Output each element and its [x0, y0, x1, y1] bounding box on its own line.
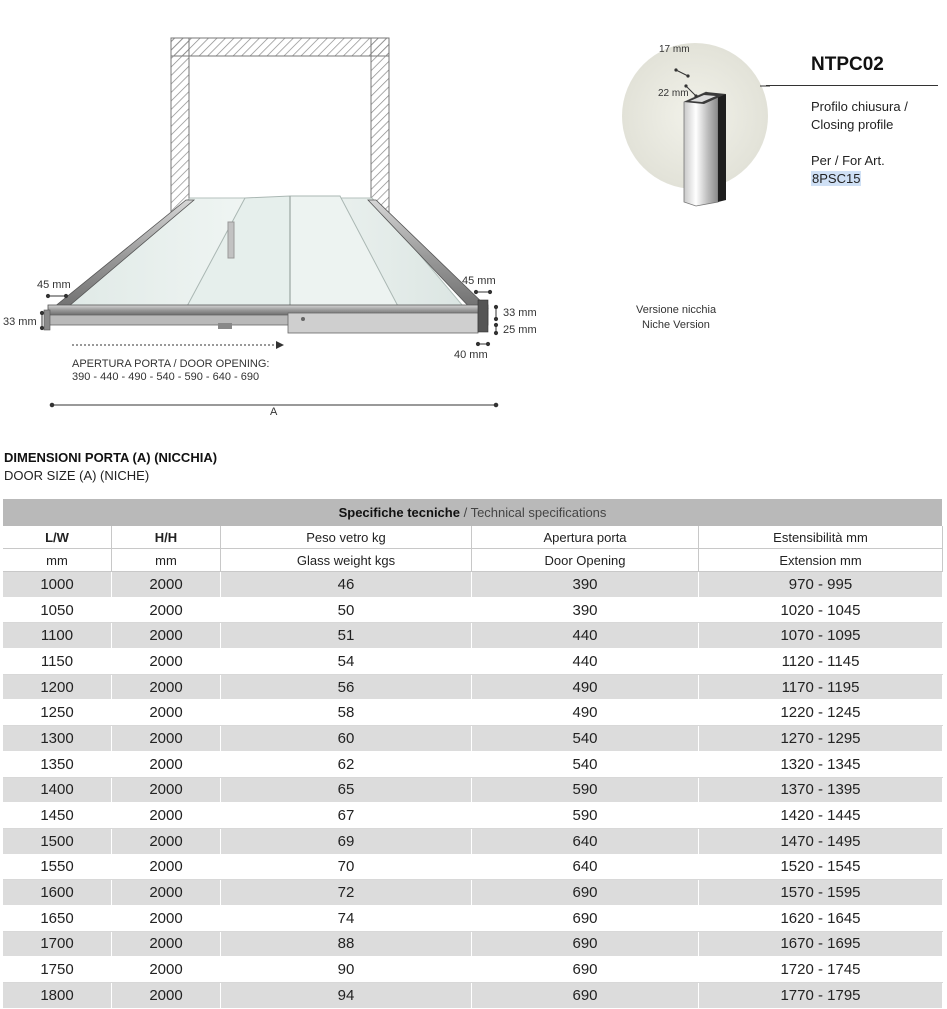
callout-line: [766, 85, 938, 86]
cell-extension: 1270 - 1295: [699, 726, 943, 752]
cell-door-opening: 390: [472, 572, 699, 598]
cell-door-opening: 440: [472, 649, 699, 675]
cell-extension: 1570 - 1595: [699, 880, 943, 906]
cell-width: 1050: [3, 597, 112, 623]
col-header-width: L/W: [3, 526, 112, 549]
cell-glass-weight: 60: [221, 726, 472, 752]
cell-width: 1750: [3, 957, 112, 983]
cell-door-opening: 540: [472, 726, 699, 752]
cell-glass-weight: 90: [221, 957, 472, 983]
col-subheader-width: mm: [3, 549, 112, 572]
spec-table-body: [3, 572, 943, 1009]
cell-door-opening: 640: [472, 854, 699, 880]
cell-width: 1450: [3, 803, 112, 829]
table-row: [3, 751, 943, 777]
cell-height: 2000: [112, 957, 221, 983]
cell-width: 1400: [3, 777, 112, 803]
door-opening-label: APERTURA PORTA / DOOR OPENING:: [72, 358, 270, 370]
cell-extension: 970 - 995: [699, 572, 943, 598]
table-row: [3, 880, 943, 906]
cell-height: 2000: [112, 674, 221, 700]
cell-glass-weight: 51: [221, 623, 472, 649]
cell-glass-weight: 65: [221, 777, 472, 803]
cell-glass-weight: 50: [221, 597, 472, 623]
cell-height: 2000: [112, 623, 221, 649]
cell-door-opening: 490: [472, 674, 699, 700]
product-desc-en: Closing profile: [811, 117, 894, 132]
cell-extension: 1070 - 1095: [699, 623, 943, 649]
cell-width: 1500: [3, 828, 112, 854]
cell-extension: 1620 - 1645: [699, 905, 943, 931]
table-caption-en: / Technical specifications: [459, 505, 607, 520]
cell-width: 1650: [3, 905, 112, 931]
cell-height: 2000: [112, 803, 221, 829]
cell-height: 2000: [112, 854, 221, 880]
cell-width: 1550: [3, 854, 112, 880]
cell-height: 2000: [112, 726, 221, 752]
cell-width: 1350: [3, 751, 112, 777]
cell-width: 1000: [3, 572, 112, 598]
cell-height: 2000: [112, 931, 221, 957]
table-row: [3, 931, 943, 957]
col-header-extension: Estensibilità mm: [699, 526, 943, 549]
dim-right-25: 25 mm: [503, 324, 537, 336]
table-caption-it: Specifiche tecniche: [338, 505, 460, 520]
product-desc-it: Profilo chiusura /: [811, 99, 908, 114]
cell-width: 1800: [3, 983, 112, 1009]
cell-glass-weight: 46: [221, 572, 472, 598]
table-row: [3, 854, 943, 880]
product-code: NTPC02: [811, 54, 884, 75]
table-row: [3, 572, 943, 598]
cell-glass-weight: 74: [221, 905, 472, 931]
cell-width: 1700: [3, 931, 112, 957]
dim-right-33: 33 mm: [503, 307, 537, 319]
cell-width: 1300: [3, 726, 112, 752]
dim-left-45: 45 mm: [37, 279, 71, 291]
cell-extension: 1670 - 1695: [699, 931, 943, 957]
cell-door-opening: 590: [472, 777, 699, 803]
cell-glass-weight: 72: [221, 880, 472, 906]
cell-door-opening: 490: [472, 700, 699, 726]
dim-right-40: 40 mm: [454, 349, 488, 361]
cell-glass-weight: 67: [221, 803, 472, 829]
table-caption: [3, 499, 943, 526]
cell-width: 1600: [3, 880, 112, 906]
cell-width: 1200: [3, 674, 112, 700]
table-row: [3, 828, 943, 854]
cell-extension: 1470 - 1495: [699, 828, 943, 854]
col-subheader-glass-weight: Glass weight kgs: [221, 549, 472, 572]
cell-door-opening: 690: [472, 880, 699, 906]
table-row: [3, 803, 943, 829]
table-row: [3, 597, 943, 623]
table-row: [3, 674, 943, 700]
cell-width: 1100: [3, 623, 112, 649]
cell-extension: 1120 - 1145: [699, 649, 943, 675]
cell-height: 2000: [112, 649, 221, 675]
cell-height: 2000: [112, 828, 221, 854]
cell-door-opening: 690: [472, 905, 699, 931]
table-row: [3, 726, 943, 752]
cell-extension: 1170 - 1195: [699, 674, 943, 700]
cell-height: 2000: [112, 572, 221, 598]
cell-door-opening: 540: [472, 751, 699, 777]
table-row: [3, 957, 943, 983]
cell-height: 2000: [112, 597, 221, 623]
niche-version-en: Niche Version: [642, 319, 710, 331]
cell-extension: 1720 - 1745: [699, 957, 943, 983]
col-header-height: H/H: [112, 526, 221, 549]
section-title-en: DOOR SIZE (A) (NICHE): [4, 468, 150, 483]
cell-width: 1250: [3, 700, 112, 726]
cell-glass-weight: 69: [221, 828, 472, 854]
profile-detail-image: [620, 24, 770, 210]
section-title-it: DIMENSIONI PORTA (A) (NICCHIA): [4, 450, 218, 465]
for-article-label: Per / For Art.: [811, 153, 885, 168]
cell-extension: 1370 - 1395: [699, 777, 943, 803]
width-label-a: A: [270, 406, 278, 418]
cell-glass-weight: 62: [221, 751, 472, 777]
profile-dim-22: 22 mm: [658, 88, 689, 99]
cell-glass-weight: 88: [221, 931, 472, 957]
cell-width: 1150: [3, 649, 112, 675]
cell-door-opening: 390: [472, 597, 699, 623]
cell-glass-weight: 54: [221, 649, 472, 675]
cell-extension: 1520 - 1545: [699, 854, 943, 880]
niche-version-it: Versione nicchia: [636, 304, 717, 316]
profile-dim-17: 17 mm: [659, 44, 690, 55]
dim-right-45: 45 mm: [462, 275, 496, 287]
cell-height: 2000: [112, 700, 221, 726]
for-article-code-text: 8PSC15: [812, 171, 861, 186]
cell-height: 2000: [112, 983, 221, 1009]
cell-height: 2000: [112, 777, 221, 803]
cell-door-opening: 590: [472, 803, 699, 829]
cell-glass-weight: 94: [221, 983, 472, 1009]
table-row: [3, 905, 943, 931]
col-subheader-extension: Extension mm: [699, 549, 943, 572]
cell-height: 2000: [112, 751, 221, 777]
cell-glass-weight: 70: [221, 854, 472, 880]
table-row: [3, 649, 943, 675]
table-row: [3, 777, 943, 803]
spec-table: [3, 499, 943, 1009]
cell-extension: 1020 - 1045: [699, 597, 943, 623]
col-subheader-door-opening: Door Opening: [472, 549, 699, 572]
cell-height: 2000: [112, 905, 221, 931]
cell-extension: 1770 - 1795: [699, 983, 943, 1009]
cell-door-opening: 640: [472, 828, 699, 854]
cell-door-opening: 690: [472, 957, 699, 983]
col-subheader-height: mm: [112, 549, 221, 572]
table-row: [3, 983, 943, 1009]
cell-glass-weight: 56: [221, 674, 472, 700]
col-header-glass-weight: Peso vetro kg: [221, 526, 472, 549]
cell-extension: 1220 - 1245: [699, 700, 943, 726]
dim-left-33: 33 mm: [3, 316, 37, 328]
cell-door-opening: 690: [472, 931, 699, 957]
col-header-door-opening: Apertura porta: [472, 526, 699, 549]
cell-glass-weight: 58: [221, 700, 472, 726]
cell-height: 2000: [112, 880, 221, 906]
cell-extension: 1420 - 1445: [699, 803, 943, 829]
door-opening-values: 390 - 440 - 490 - 540 - 590 - 640 - 690: [72, 371, 260, 383]
cell-door-opening: 440: [472, 623, 699, 649]
cell-extension: 1320 - 1345: [699, 751, 943, 777]
table-row: [3, 700, 943, 726]
table-row: [3, 623, 943, 649]
cell-door-opening: 690: [472, 983, 699, 1009]
for-article-code: [811, 170, 861, 188]
